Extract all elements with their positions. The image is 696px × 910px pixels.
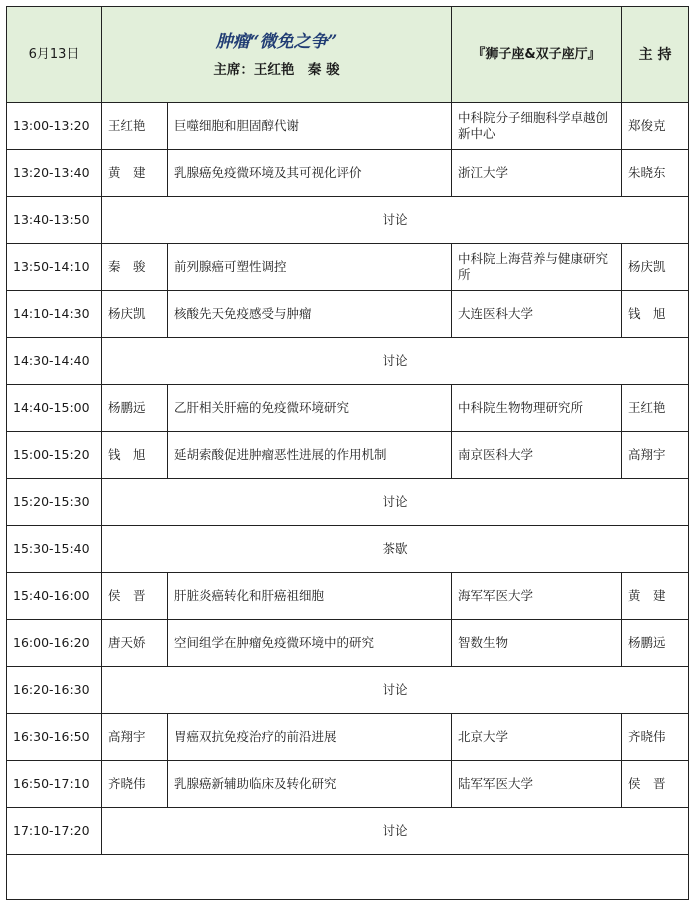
break-label: 讨论 (102, 479, 689, 526)
time-slot: 17:10-17:20 (7, 808, 102, 855)
break-row (7, 808, 689, 855)
speaker-affiliation: 中科院分子细胞科学卓越创新中心 (452, 103, 622, 150)
host-name: 黄 建 (622, 573, 689, 620)
break-row (7, 479, 689, 526)
speaker-name: 杨庆凯 (102, 291, 168, 338)
speaker-affiliation: 海军军医大学 (452, 573, 622, 620)
break-label: 讨论 (102, 808, 689, 855)
speaker-name: 王红艳 (102, 103, 168, 150)
time-slot: 16:30-16:50 (7, 714, 102, 761)
break-row (7, 338, 689, 385)
talk-topic: 核酸先天免疫感受与肿瘤 (168, 291, 452, 338)
session-row (7, 573, 689, 620)
speaker-affiliation: 浙江大学 (452, 150, 622, 197)
host-name: 杨庆凯 (622, 244, 689, 291)
speaker-name: 秦 骏 (102, 244, 168, 291)
talk-topic: 乳腺癌新辅助临床及转化研究 (168, 761, 452, 808)
speaker-name: 钱 旭 (102, 432, 168, 479)
break-label: 讨论 (102, 197, 689, 244)
talk-topic: 空间组学在肿瘤免疫微环境中的研究 (168, 620, 452, 667)
session-title-cell (102, 7, 452, 103)
session-row (7, 291, 689, 338)
session-row (7, 150, 689, 197)
header-row (7, 7, 689, 103)
talk-topic: 乙肝相关肝癌的免疫微环境研究 (168, 385, 452, 432)
talk-topic: 前列腺癌可塑性调控 (168, 244, 452, 291)
speaker-affiliation: 南京医科大学 (452, 432, 622, 479)
speaker-name: 齐晓伟 (102, 761, 168, 808)
session-row (7, 620, 689, 667)
session-title: 肿瘤“微免之争” (215, 31, 338, 52)
host-name: 高翔宇 (622, 432, 689, 479)
host-column-header: 主 持 (622, 7, 689, 103)
time-slot: 13:20-13:40 (7, 150, 102, 197)
time-slot: 14:30-14:40 (7, 338, 102, 385)
break-label: 讨论 (102, 667, 689, 714)
host-name: 侯 晋 (622, 761, 689, 808)
speaker-name: 高翔宇 (102, 714, 168, 761)
talk-topic: 巨噬细胞和胆固醇代谢 (168, 103, 452, 150)
talk-topic: 肝脏炎癌转化和肝癌祖细胞 (168, 573, 452, 620)
break-label: 讨论 (102, 338, 689, 385)
time-slot: 15:40-16:00 (7, 573, 102, 620)
talk-topic: 乳腺癌免疫微环境及其可视化评价 (168, 150, 452, 197)
speaker-affiliation: 大连医科大学 (452, 291, 622, 338)
session-date: 6月13日 (7, 7, 102, 103)
speaker-name: 侯 晋 (102, 573, 168, 620)
speaker-name: 杨鹏远 (102, 385, 168, 432)
time-slot: 15:20-15:30 (7, 479, 102, 526)
speaker-name: 唐天娇 (102, 620, 168, 667)
session-row (7, 714, 689, 761)
session-row (7, 761, 689, 808)
empty-cell (7, 855, 689, 900)
speaker-affiliation: 北京大学 (452, 714, 622, 761)
host-name: 杨鹏远 (622, 620, 689, 667)
time-slot: 14:10-14:30 (7, 291, 102, 338)
break-row (7, 197, 689, 244)
speaker-affiliation: 智数生物 (452, 620, 622, 667)
host-name: 钱 旭 (622, 291, 689, 338)
session-row (7, 103, 689, 150)
speaker-affiliation: 陆军军医大学 (452, 761, 622, 808)
talk-topic: 胃癌双抗免疫治疗的前沿进展 (168, 714, 452, 761)
session-row (7, 432, 689, 479)
break-row (7, 526, 689, 573)
session-chair: 主席：王红艳 秦 骏 (213, 61, 340, 78)
break-row (7, 667, 689, 714)
venue-name: 『狮子座&双子座厅』 (452, 7, 622, 103)
time-slot: 13:00-13:20 (7, 103, 102, 150)
speaker-affiliation: 中科院上海营养与健康研究所 (452, 244, 622, 291)
host-name: 朱晓东 (622, 150, 689, 197)
time-slot: 16:50-17:10 (7, 761, 102, 808)
time-slot: 16:00-16:20 (7, 620, 102, 667)
time-slot: 13:50-14:10 (7, 244, 102, 291)
schedule-table (6, 6, 689, 900)
host-name: 王红艳 (622, 385, 689, 432)
empty-row (7, 855, 689, 900)
session-row (7, 385, 689, 432)
time-slot: 14:40-15:00 (7, 385, 102, 432)
time-slot: 13:40-13:50 (7, 197, 102, 244)
break-label: 茶歇 (102, 526, 689, 573)
talk-topic: 延胡索酸促进肿瘤恶性进展的作用机制 (168, 432, 452, 479)
session-row (7, 244, 689, 291)
time-slot: 15:30-15:40 (7, 526, 102, 573)
host-name: 郑俊克 (622, 103, 689, 150)
time-slot: 15:00-15:20 (7, 432, 102, 479)
host-name: 齐晓伟 (622, 714, 689, 761)
speaker-affiliation: 中科院生物物理研究所 (452, 385, 622, 432)
time-slot: 16:20-16:30 (7, 667, 102, 714)
speaker-name: 黄 建 (102, 150, 168, 197)
